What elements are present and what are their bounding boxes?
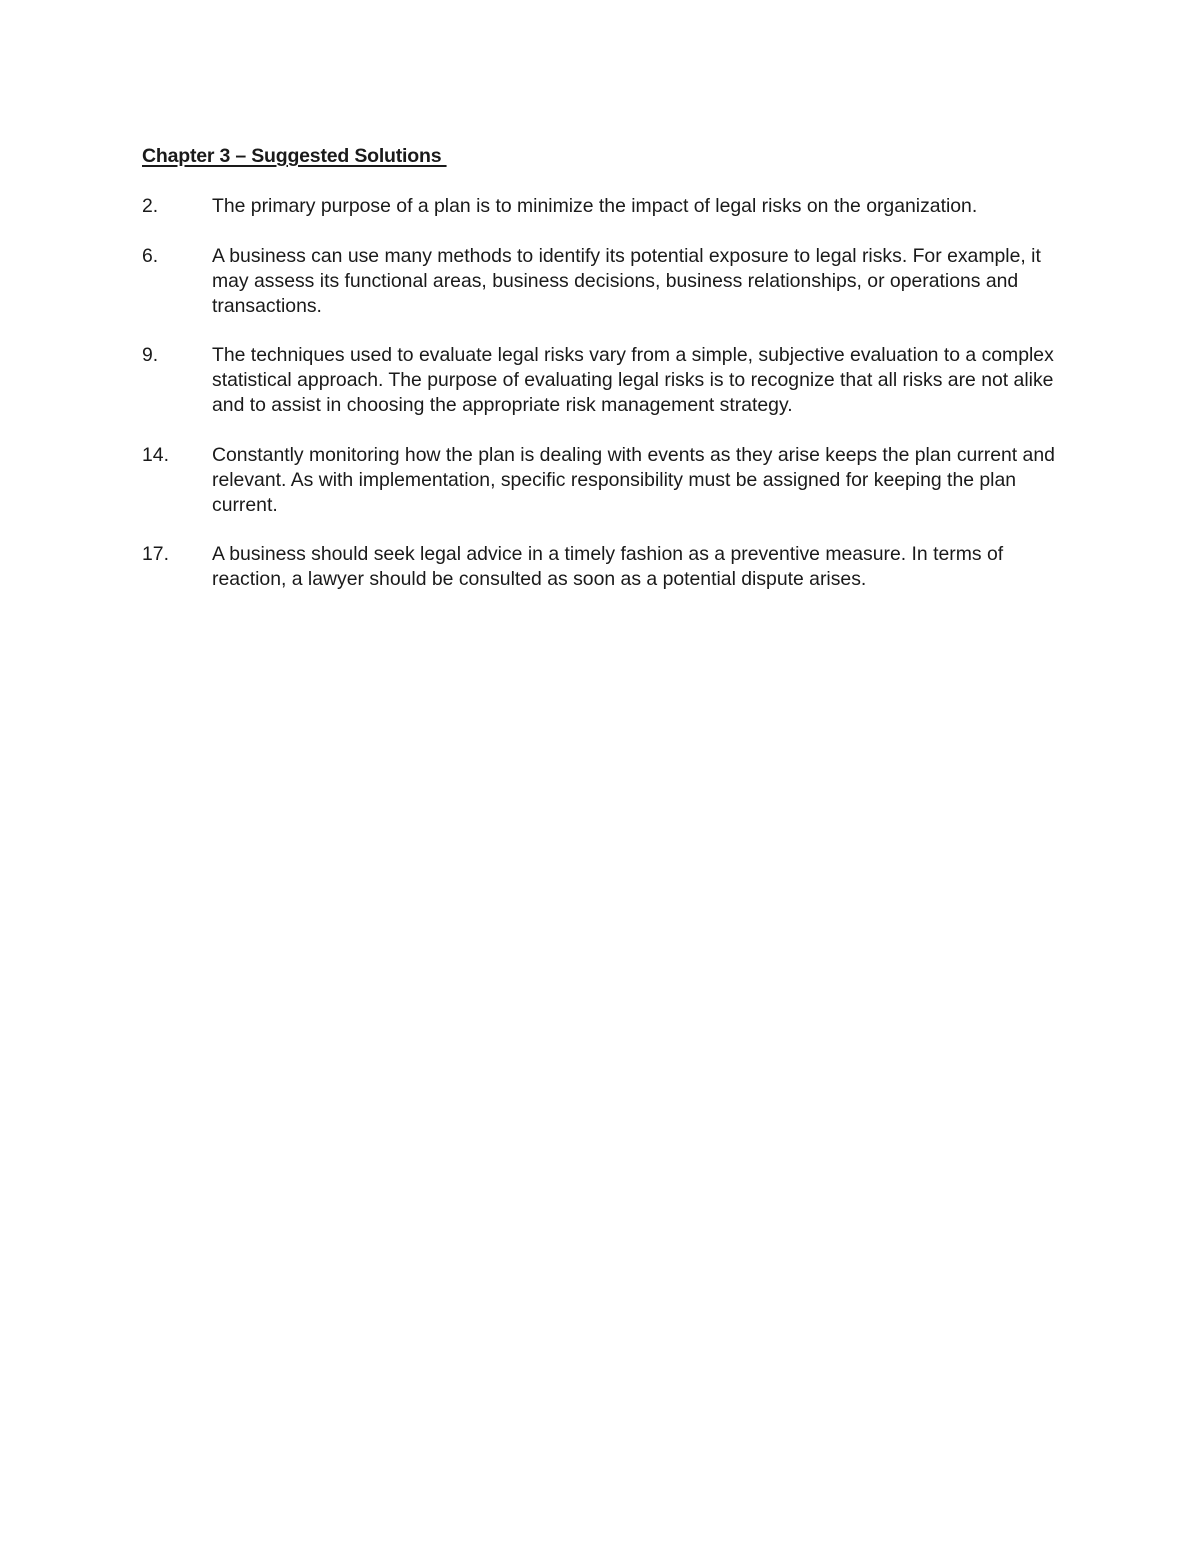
answer-number: 2. xyxy=(142,195,159,217)
answer-text: A business should seek legal advice in a timely fashion as a preventive measure. In terms of reaction, a lawyer should be consulted as soon as a potential dispute arises. xyxy=(212,543,1004,590)
answer-text: The techniques used to evaluate legal risks vary from a simple, subjective evaluation to a complex statistical approach. The purpose of evaluating legal risks is to recognize that all risks are not alike and to assist in choosing the appropriate risk management strategy. xyxy=(212,344,1054,416)
answer-text: Constantly monitoring how the plan is dealing with events as they arise keeps the plan current and relevant. As with implementation, specific responsibility must be assigned for keeping the plan current. xyxy=(212,443,1055,516)
list-item xyxy=(142,244,1072,319)
list-item xyxy=(142,542,1072,592)
answer-text: The primary purpose of a plan is to minimize the impact of legal risks on the organization. xyxy=(212,195,978,217)
answer-text: A business can use many methods to identify its potential exposure to legal risks. For example, it may assess its functional areas, business decisions, business relationships, or operations and transactions. xyxy=(212,244,1041,317)
answer-number: 9. xyxy=(142,344,159,366)
answer-number: 6. xyxy=(142,244,159,267)
page-title: Chapter 3 – Suggested Solutions xyxy=(142,145,447,167)
list-item xyxy=(142,443,1072,518)
answer-number: 14. xyxy=(142,443,169,466)
list-item xyxy=(142,343,1072,418)
answer-list xyxy=(142,194,1072,617)
answer-number: 17. xyxy=(142,543,169,565)
list-item xyxy=(142,194,1072,219)
